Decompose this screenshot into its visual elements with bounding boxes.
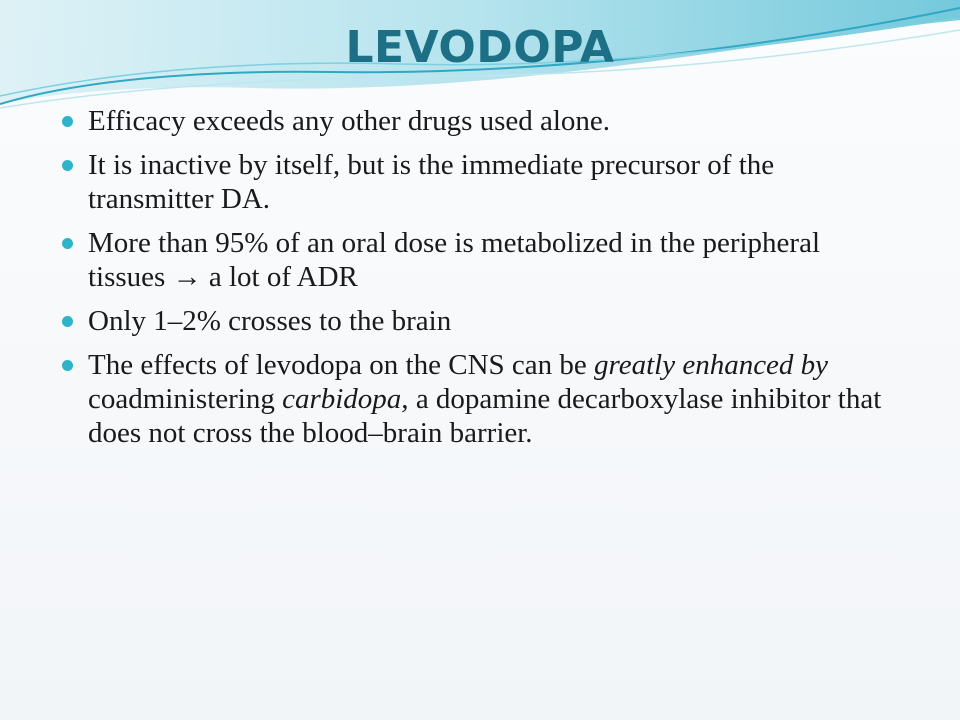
bullet-item-brain-fraction <box>60 304 890 338</box>
bullet-item-metabolism <box>60 226 890 294</box>
bullet-text-part: coadministering <box>88 383 283 415</box>
bullet-text-part: a dopamine decarboxylase inhibitor that does not cross the blood–brain barrier. <box>88 383 882 449</box>
bullet-emphasis: carbidopa, <box>282 383 409 415</box>
bullet-dot-icon <box>62 316 73 327</box>
bullet-item-efficacy <box>60 104 890 138</box>
bullet-item-precursor <box>60 148 890 216</box>
bullet-list <box>60 104 890 460</box>
bullet-dot-icon <box>62 238 73 249</box>
bullet-text: More than 95% of an oral dose is metabolized in the peripheral tissues → a lot of ADR <box>88 227 821 293</box>
bullet-dot-icon <box>62 160 73 171</box>
bullet-dot-icon <box>62 116 73 127</box>
bullet-text: It is inactive by itself, but is the immediate precursor of the transmitter DA. <box>88 149 775 215</box>
bullet-item-carbidopa <box>60 348 890 450</box>
bullet-text-part: The effects of levodopa on the CNS can be <box>88 349 594 381</box>
bullet-emphasis: greatly enhanced by <box>594 349 829 381</box>
bullet-text: Only 1–2% crosses to the brain <box>88 305 452 337</box>
slide-title: LEVODOPA <box>345 22 615 73</box>
bullet-text: Efficacy exceeds any other drugs used alone. <box>88 105 611 137</box>
bullet-dot-icon <box>62 360 73 371</box>
